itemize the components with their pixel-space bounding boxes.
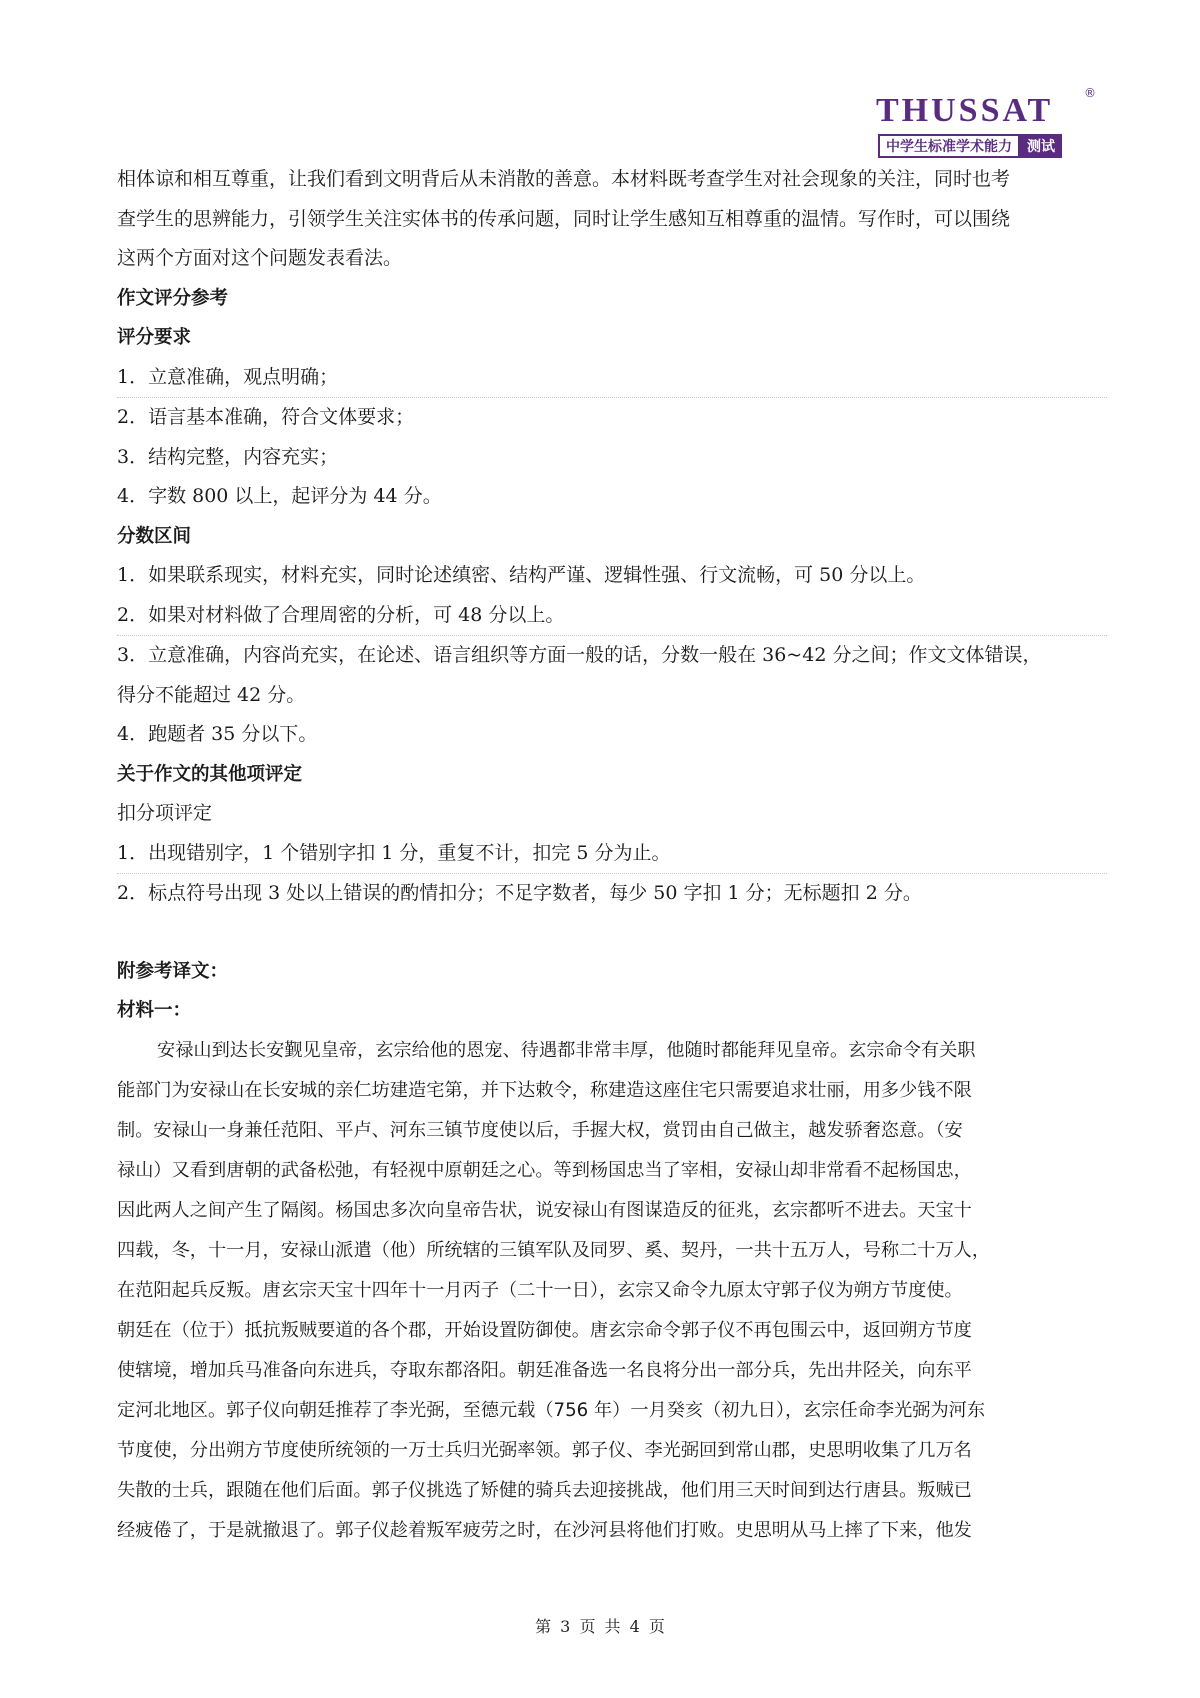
requirement-item: 4．字数 800 以上，起评分为 44 分。 [117,485,442,507]
logo-subtitle: 中学生标准学术能力 [878,134,1020,158]
deduction-item: 1．出现错别字，1 个错别字扣 1 分，重复不计，扣完 5 分为止。 [117,834,1107,875]
translation-line: 节度使，分出朔方节度使所统领的一万士兵归光弼率领。郭子仪、李光弼回到常山郡，史思明收集了几万名 [117,1439,972,1461]
translation-line: 在范阳起兵反叛。唐玄宗天宝十四年十一月丙子（二十一日），玄宗又命令九原太守郭子仪为朔方节度使。 [117,1279,963,1301]
requirement-item: 2．语言基本准确，符合文体要求； [117,406,415,428]
grading-title: 作文评分参考 [117,287,229,309]
requirements-title: 评分要求 [117,327,192,348]
ranges-title: 分数区间 [117,525,192,547]
range-item: 2．如果对材料做了合理周密的分析，可 48 分以上。 [117,596,1107,637]
page-content [117,160,1107,1551]
range-item: 4．跑题者 35 分以下。 [117,723,318,745]
logo-subtitle-tag: 测试 [1020,134,1062,158]
logo-text: THUSSAT [876,92,1054,129]
requirement-item: 1．立意准确，观点明确； [117,358,1107,399]
logo-subtitle-box [878,134,1062,158]
material-title: 材料一： [117,1000,192,1021]
requirement-item: 3．结构完整，内容充实； [117,445,339,468]
page-number: 第 3 页 共 4 页 [535,1617,665,1636]
registered-mark: ® [1084,86,1096,100]
translation-line: 朝廷在（位于）抵抗叛贼要道的各个郡，开始设置防御使。唐玄宗命令郭子仪不再包围云中，返回朔方节度 [117,1319,972,1341]
translation-line: 禄山）又看到唐朝的武备松弛，有轻视中原朝廷之心。等到杨国忠当了宰相，安禄山却非常看不起杨国忠， [117,1159,972,1181]
translation-line: 使辖境，增加兵马准备向东进兵，夺取东都洛阳。朝廷准备选一名良将分出一部分兵，先出井陉关，向东平 [117,1359,972,1381]
translation-line: 能部门为安禄山在长安城的亲仁坊建造宅第，并下达敕令，称建造这座住宅只需要追求壮丽，用多少钱不限 [117,1079,972,1101]
translation-line: 因此两人之间产生了隔阂。杨国忠多次向皇帝告状，说安禄山有图谋造反的征兆，玄宗都听不进去。天宝十 [117,1199,972,1221]
translation-line: 制。安禄山一身兼任范阳、平卢、河东三镇节度使以后，手握大权，赏罚由自己做主，越发骄奢恣意。（安 [117,1119,963,1141]
translation-line: 定河北地区。郭子仪向朝廷推荐了李光弼，至德元载（756 年）一月癸亥（初九日），玄宗任命李光弼为河东 [117,1399,986,1421]
deduction-item: 2．标点符号出现 3 处以上错误的酌情扣分；不足字数者，每少 50 字扣 1 分；无标题扣 2 分。 [117,882,922,904]
translation-line: 失散的士兵，跟随在他们后面。郭子仪挑选了矫健的骑兵去迎接挑战，他们用三天时间到达行唐县。叛贼已 [117,1479,972,1501]
deduction-title: 扣分项评定 [117,802,213,824]
range-item: 1．如果联系现实，材料充实，同时论述缜密、结构严谨、逻辑性强、行文流畅，可 50 分以上。 [117,564,926,586]
thussat-logo [876,86,1098,164]
intro-line: 查学生的思辨能力，引领学生关注实体书的传承问题，同时让学生感知互相尊重的温情。写作时，可以围绕 [117,207,1011,230]
translation-title: 附参考译文： [117,960,229,982]
translation-line: 四载，冬，十一月，安禄山派遣（他）所统辖的三镇军队及同罗、奚、契丹，一共十五万人，号称二十万人， [117,1239,991,1261]
range-item: 3．立意准确，内容尚充实，在论述、语言组织等方面一般的话，分数一般在 36~42 分之间；作文文体错误， [117,644,1042,666]
other-title: 关于作文的其他项评定 [117,763,303,785]
intro-line: 相体谅和相互尊重，让我们看到文明背后从未消散的善意。本材料既考查学生对社会现象的关注，同时也考 [117,168,1011,190]
translation-line: 安禄山到达长安觐见皇帝，玄宗给他的恩宠、待遇都非常丰厚，他随时都能拜见皇帝。玄宗命令有关职 [157,1039,976,1061]
intro-line: 这两个方面对这个问题发表看法。 [117,247,403,269]
range-item: 得分不能超过 42 分。 [117,683,306,706]
translation-line: 经疲倦了，于是就撤退了。郭子仪趁着叛军疲劳之时，在沙河县将他们打败。史思明从马上摔了下来，他发 [117,1519,972,1541]
